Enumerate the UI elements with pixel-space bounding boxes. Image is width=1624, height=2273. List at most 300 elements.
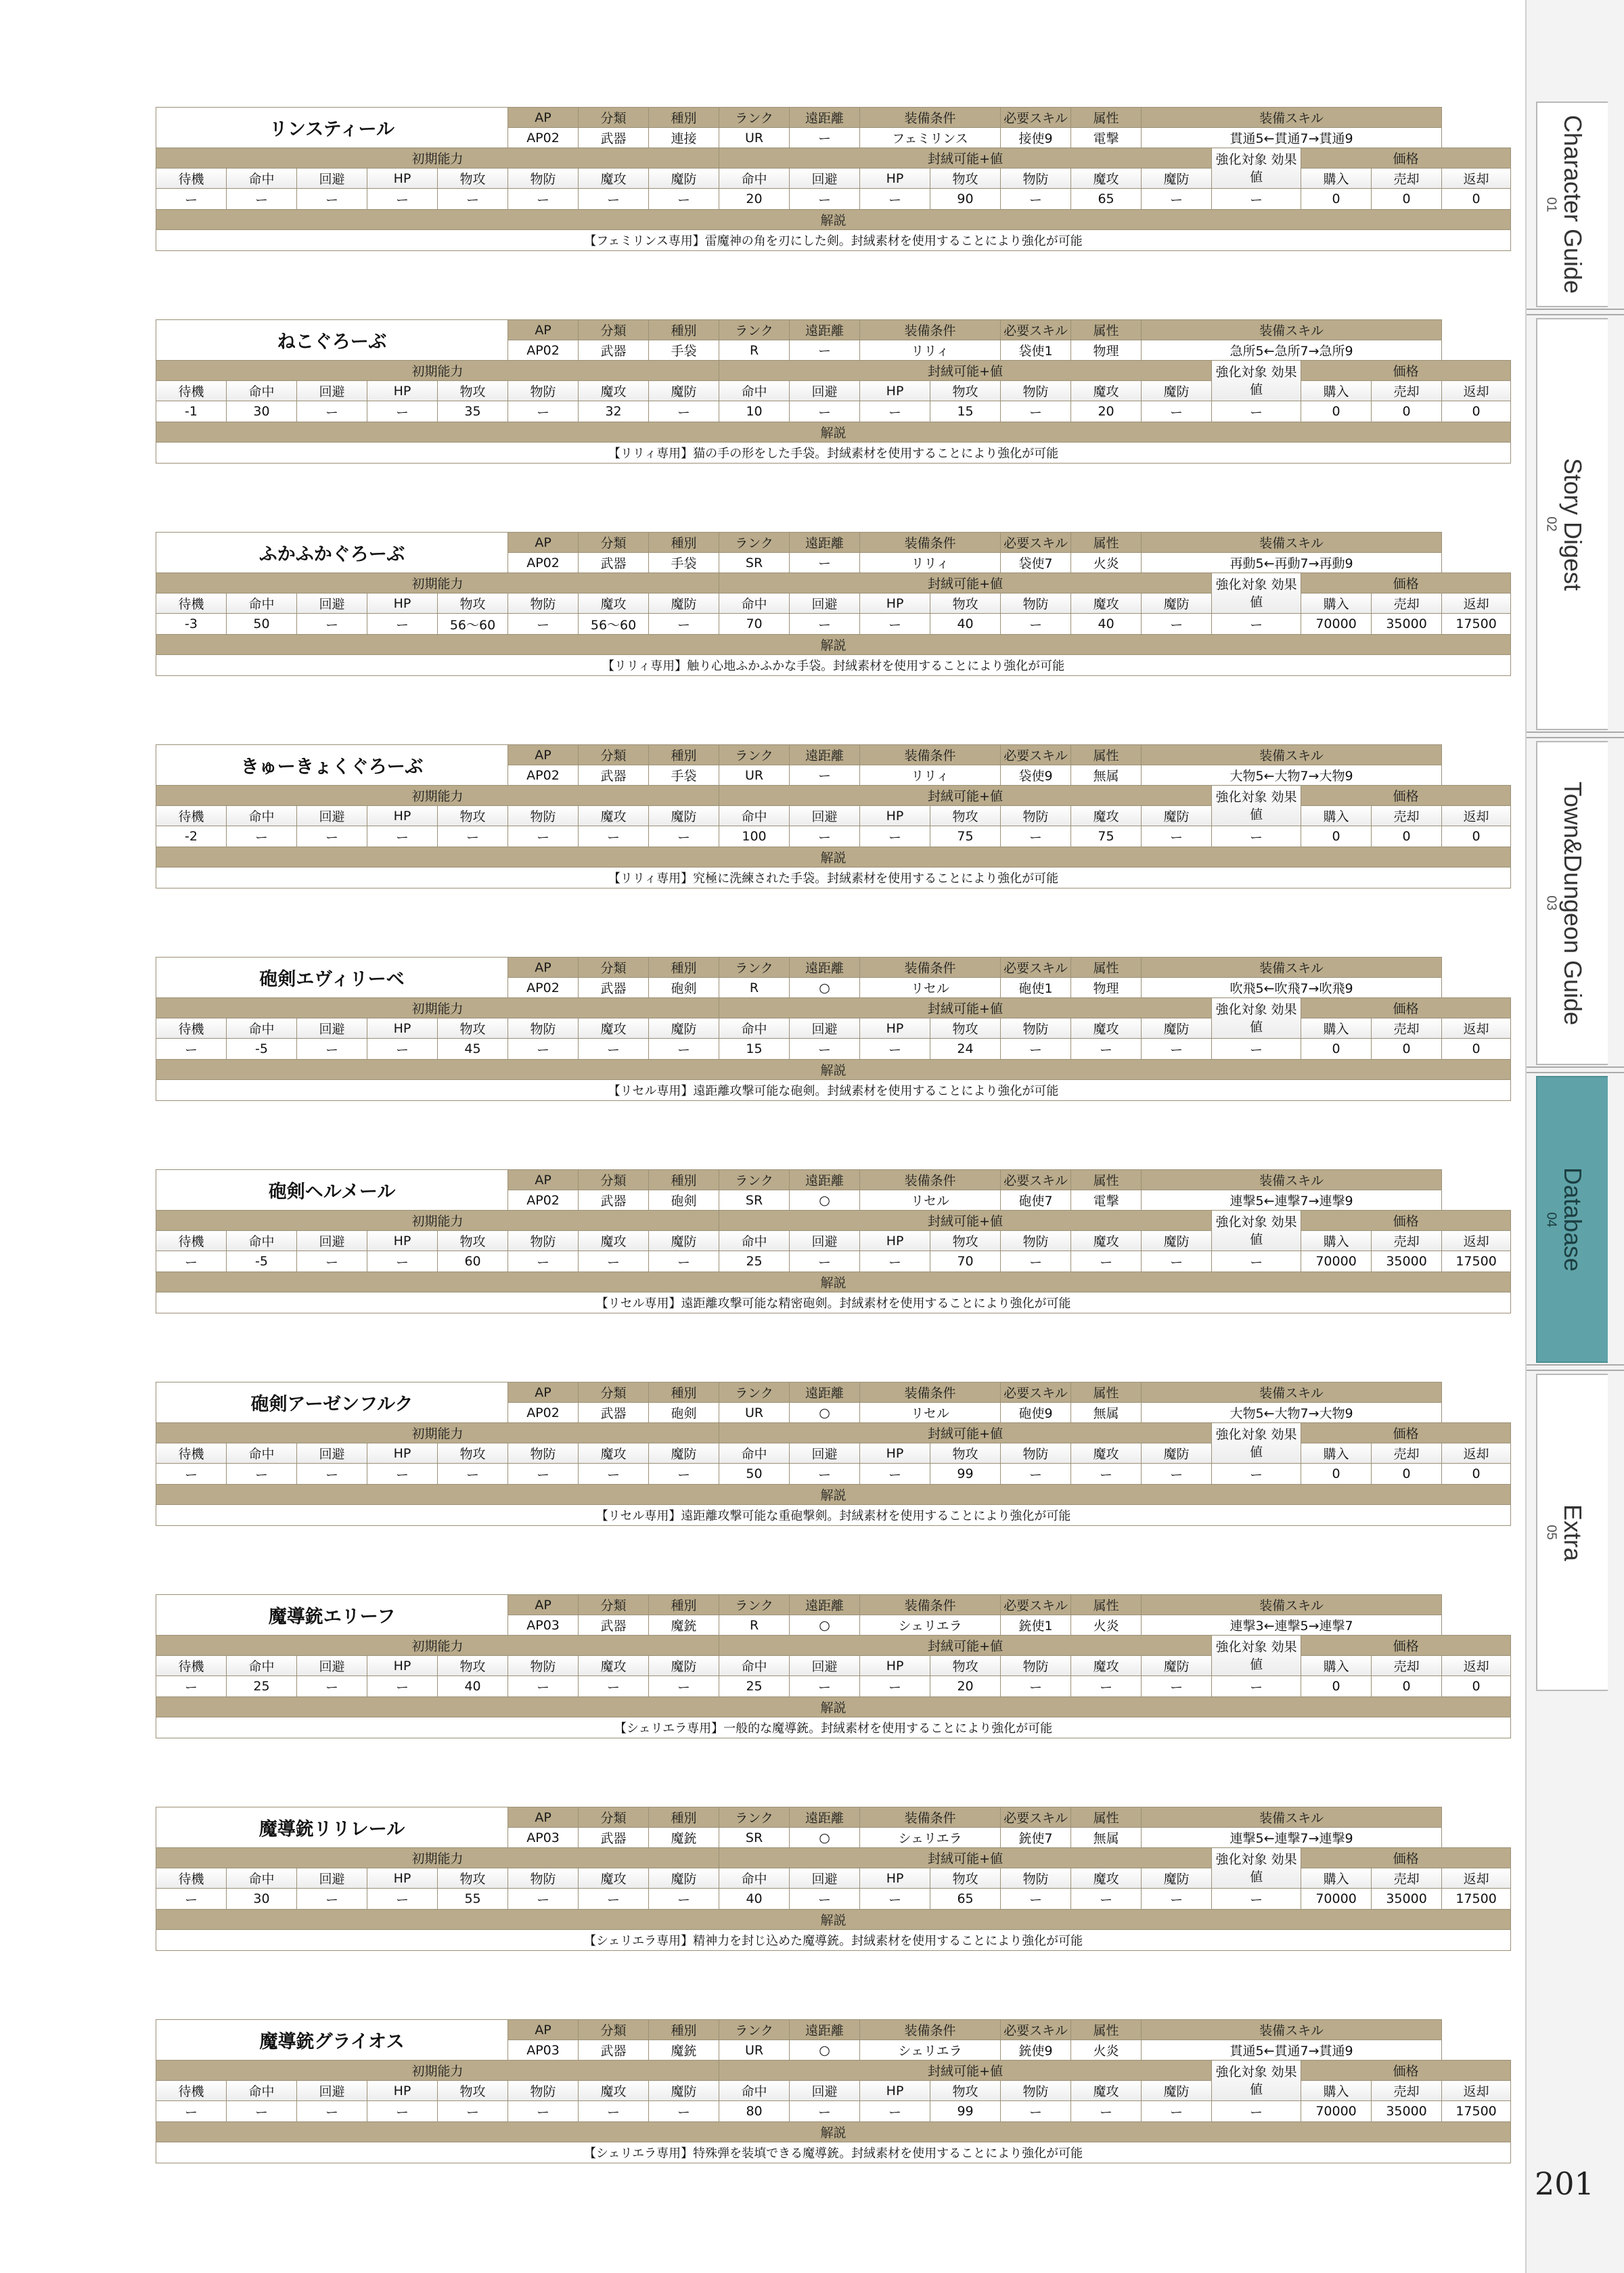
seal-stat-label: 物攻 — [930, 806, 1001, 826]
initial-stat-value: ー — [579, 1889, 649, 1910]
range-header: 遠距離 — [790, 1170, 860, 1190]
ap-header: AP — [508, 958, 579, 978]
type-header: 種別 — [649, 1807, 719, 1828]
description-header: 解説 — [156, 847, 1511, 868]
category-header: 分類 — [579, 958, 649, 978]
price-label: 返却 — [1442, 168, 1511, 189]
price-label: 購入 — [1301, 1231, 1372, 1251]
equip-skill-header: 装備スキル — [1142, 533, 1442, 553]
element-header: 属性 — [1071, 1807, 1142, 1828]
initial-stat-value: ー — [649, 1676, 719, 1697]
weapon-entry — [156, 1594, 1489, 1750]
price-value: 0 — [1442, 826, 1511, 847]
seal-stat-value: ー — [1142, 614, 1212, 635]
initial-stat-label: HP — [367, 1868, 438, 1889]
chapter-label: Database — [1559, 1167, 1587, 1272]
seal-stat-label: 命中 — [719, 2081, 790, 2101]
price-label: 購入 — [1301, 1018, 1372, 1039]
rank-header: ランク — [719, 108, 790, 128]
ap-value: AP03 — [508, 1828, 579, 1848]
description-text: 【リセル専用】遠距離攻撃可能な重砲撃剣。封絨素材を使用することにより強化が可能 — [156, 1505, 1511, 1526]
ap-value: AP03 — [508, 2040, 579, 2061]
type-header: 種別 — [649, 958, 719, 978]
initial-stat-label: 待機 — [156, 1443, 227, 1464]
range-value: ○ — [790, 978, 860, 998]
initial-stat-label: HP — [367, 1231, 438, 1251]
initial-stat-label: 物攻 — [438, 2081, 508, 2101]
equip-skill-header: 装備スキル — [1142, 1807, 1442, 1828]
initial-stat-value: -5 — [227, 1251, 297, 1272]
initial-stat-value: 40 — [438, 1676, 508, 1697]
initial-stat-value: ー — [367, 2101, 438, 2122]
description-text: 【シェリエラ専用】特殊弾を装填できる魔導銃。封絨素材を使用することにより強化が可能 — [156, 2142, 1511, 2163]
rank-value: R — [719, 978, 790, 998]
chapter-tab-2[interactable] — [1536, 318, 1608, 730]
seal-stat-value: 15 — [930, 401, 1001, 422]
initial-stat-label: 回避 — [297, 2081, 367, 2101]
condition-header: 装備条件 — [860, 2020, 1001, 2040]
initial-stat-label: 命中 — [227, 381, 297, 401]
rank-header: ランク — [719, 1170, 790, 1190]
initial-stat-label: 待機 — [156, 806, 227, 826]
price-header: 価格 — [1301, 1636, 1511, 1656]
initial-stat-label: 魔防 — [649, 806, 719, 826]
boost-header: 強化対象 効果値 — [1212, 148, 1301, 189]
seal-stat-label: 命中 — [719, 593, 790, 614]
initial-stat-label: 魔防 — [649, 1443, 719, 1464]
ap-value: AP02 — [508, 765, 579, 786]
category-header: 分類 — [579, 1170, 649, 1190]
initial-stat-value: ー — [367, 189, 438, 210]
initial-stat-value: ー — [367, 1889, 438, 1910]
condition-header: 装備条件 — [860, 533, 1001, 553]
initial-stats-header: 初期能力 — [156, 361, 719, 381]
seal-stat-value: 20 — [1071, 401, 1142, 422]
boost-value: ー — [1212, 401, 1301, 422]
price-value: 0 — [1372, 1039, 1442, 1060]
seal-stat-value: 50 — [719, 1464, 790, 1485]
chapter-number — [1539, 742, 1563, 1064]
seal-stat-value: ー — [1001, 826, 1071, 847]
initial-stat-label: 待機 — [156, 381, 227, 401]
seal-stat-value: ー — [1001, 189, 1071, 210]
initial-stat-value: ー — [227, 2101, 297, 2122]
range-header: 遠距離 — [790, 958, 860, 978]
price-value: 35000 — [1372, 1889, 1442, 1910]
initial-stat-value: -5 — [227, 1039, 297, 1060]
initial-stat-label: HP — [367, 1018, 438, 1039]
skill-req-value: 砲使7 — [1001, 1190, 1071, 1211]
weapon-entry — [156, 1807, 1497, 1962]
rank-header: ランク — [719, 1807, 790, 1828]
equip-skill-header: 装備スキル — [1142, 1595, 1442, 1615]
price-label: 購入 — [1301, 381, 1372, 401]
rank-header: ランク — [719, 1382, 790, 1403]
seal-stat-label: 物防 — [1001, 168, 1071, 189]
price-value: 0 — [1301, 1676, 1372, 1697]
skill-req-value: 袋使7 — [1001, 553, 1071, 573]
range-value: ○ — [790, 1403, 860, 1423]
skill-req-header: 必要スキル — [1001, 745, 1071, 765]
boost-header: 強化対象 効果値 — [1212, 1211, 1301, 1251]
seal-stat-value: 90 — [930, 189, 1001, 210]
price-label: 売却 — [1372, 1231, 1442, 1251]
weapon-table — [156, 957, 1511, 1101]
weapon-table — [156, 2019, 1511, 2163]
equip-skill-value: 連撃3←連撃5→連撃7 — [1142, 1615, 1442, 1636]
weapon-name: 砲剣アーゼンフルク — [156, 1382, 508, 1423]
initial-stat-label: 回避 — [297, 168, 367, 189]
ap-header: AP — [508, 108, 579, 128]
initial-stat-value: ー — [227, 1464, 297, 1485]
seal-stats-header: 封絨可能+値 — [719, 1211, 1212, 1231]
type-value: 魔銃 — [649, 1615, 719, 1636]
description-text: 【リリィ専用】触り心地ふかふかな手袋。封絨素材を使用することにより強化が可能 — [156, 655, 1511, 676]
boost-header: 強化対象 効果値 — [1212, 1848, 1301, 1889]
condition-value: シェリエラ — [860, 2040, 1001, 2061]
range-header: 遠距離 — [790, 1382, 860, 1403]
seal-stat-value: 65 — [930, 1889, 1001, 1910]
skill-req-value: 砲使9 — [1001, 1403, 1071, 1423]
seal-stat-label: 魔防 — [1142, 1231, 1212, 1251]
price-header: 価格 — [1301, 573, 1511, 593]
initial-stat-label: 魔防 — [649, 1868, 719, 1889]
condition-header: 装備条件 — [860, 1170, 1001, 1190]
seal-stat-label: HP — [860, 593, 930, 614]
chapter-label: Character Guide — [1559, 114, 1587, 294]
rank-value: R — [719, 340, 790, 361]
skill-req-header: 必要スキル — [1001, 1807, 1071, 1828]
element-value: 火炎 — [1071, 2040, 1142, 2061]
initial-stat-label: HP — [367, 1443, 438, 1464]
weapon-table — [156, 532, 1511, 676]
price-label: 返却 — [1442, 806, 1511, 826]
boost-header: 強化対象 効果値 — [1212, 2061, 1301, 2101]
element-header: 属性 — [1071, 1595, 1142, 1615]
price-value: 0 — [1442, 1676, 1511, 1697]
initial-stat-value: ー — [156, 189, 227, 210]
initial-stat-value: ー — [438, 826, 508, 847]
seal-stats-header: 封絨可能+値 — [719, 573, 1212, 593]
price-label: 売却 — [1372, 1443, 1442, 1464]
initial-stat-value: ー — [508, 2101, 579, 2122]
skill-req-header: 必要スキル — [1001, 320, 1071, 340]
description-header: 解説 — [156, 1485, 1511, 1505]
ap-header: AP — [508, 745, 579, 765]
chapter-number-text: 04 — [1543, 1211, 1559, 1228]
skill-req-value: 接使9 — [1001, 128, 1071, 148]
range-header: 遠距離 — [790, 745, 860, 765]
chapter-tab-5[interactable] — [1536, 1374, 1608, 1691]
initial-stat-value: ー — [649, 2101, 719, 2122]
initial-stat-value: ー — [367, 401, 438, 422]
seal-stat-label: 魔防 — [1142, 2081, 1212, 2101]
equip-skill-value: 連撃5←連撃7→連撃9 — [1142, 1190, 1442, 1211]
price-value: 35000 — [1372, 614, 1442, 635]
initial-stat-label: 魔防 — [649, 1656, 719, 1676]
element-value: 無属 — [1071, 1828, 1142, 1848]
seal-stat-label: 回避 — [790, 1656, 860, 1676]
seal-stat-value: ー — [790, 1676, 860, 1697]
description-header: 解説 — [156, 1272, 1511, 1292]
initial-stat-label: 命中 — [227, 2081, 297, 2101]
seal-stat-value: 40 — [1071, 614, 1142, 635]
initial-stat-value: ー — [156, 2101, 227, 2122]
seal-stat-value: 15 — [719, 1039, 790, 1060]
chapter-tab-4[interactable] — [1536, 1076, 1608, 1363]
initial-stat-label: 魔攻 — [579, 1656, 649, 1676]
initial-stat-label: 魔防 — [649, 1231, 719, 1251]
element-value: 無属 — [1071, 1403, 1142, 1423]
initial-stat-value: ー — [649, 826, 719, 847]
equip-skill-value: 貫通5←貫通7→貫通9 — [1142, 2040, 1442, 2061]
seal-stat-label: 物攻 — [930, 1868, 1001, 1889]
seal-stat-value: ー — [1001, 1676, 1071, 1697]
price-value: 0 — [1372, 826, 1442, 847]
initial-stat-value: ー — [156, 1464, 227, 1485]
initial-stat-label: 回避 — [297, 1443, 367, 1464]
price-value: 0 — [1442, 1039, 1511, 1060]
weapon-entry — [156, 532, 1497, 688]
initial-stat-label: HP — [367, 593, 438, 614]
element-header: 属性 — [1071, 958, 1142, 978]
price-label: 返却 — [1442, 381, 1511, 401]
seal-stat-value: ー — [860, 189, 930, 210]
seal-stat-label: 魔防 — [1142, 1656, 1212, 1676]
price-header: 価格 — [1301, 1848, 1511, 1868]
seal-stat-value: 25 — [719, 1251, 790, 1272]
seal-stat-value: ー — [790, 1039, 860, 1060]
seal-stats-header: 封絨可能+値 — [719, 148, 1212, 168]
description-header: 解説 — [156, 210, 1511, 230]
seal-stat-label: 物防 — [1001, 381, 1071, 401]
initial-stat-value: 25 — [227, 1676, 297, 1697]
chapter-tab-1[interactable] — [1536, 102, 1608, 307]
initial-stats-header: 初期能力 — [156, 1211, 719, 1231]
chapter-number-text: 05 — [1543, 1525, 1559, 1540]
seal-stat-label: 物攻 — [930, 1443, 1001, 1464]
weapon-table — [156, 319, 1511, 464]
seal-stat-value: ー — [1142, 1039, 1212, 1060]
condition-value: リセル — [860, 978, 1001, 998]
category-value: 武器 — [579, 1615, 649, 1636]
rank-header: ランク — [719, 745, 790, 765]
rank-header: ランク — [719, 1595, 790, 1615]
seal-stat-label: HP — [860, 1018, 930, 1039]
equip-skill-value: 吹飛5←吹飛7→吹飛9 — [1142, 978, 1442, 998]
tab-divider — [1527, 732, 1624, 738]
price-label: 売却 — [1372, 1868, 1442, 1889]
seal-stat-value: ー — [860, 2101, 930, 2122]
type-value: 砲剣 — [649, 1190, 719, 1211]
rank-header: ランク — [719, 533, 790, 553]
skill-req-value: 銃使7 — [1001, 1828, 1071, 1848]
tab-divider — [1527, 309, 1624, 315]
seal-stat-value: ー — [860, 1464, 930, 1485]
initial-stat-label: 回避 — [297, 1231, 367, 1251]
seal-stat-label: HP — [860, 168, 930, 189]
initial-stat-value: ー — [367, 1676, 438, 1697]
description-header: 解説 — [156, 1910, 1511, 1930]
seal-stat-label: 魔攻 — [1071, 2081, 1142, 2101]
equip-skill-header: 装備スキル — [1142, 320, 1442, 340]
category-header: 分類 — [579, 108, 649, 128]
rank-header: ランク — [719, 958, 790, 978]
seal-stat-value: 40 — [930, 614, 1001, 635]
initial-stat-value: ー — [367, 614, 438, 635]
chapter-sidebar — [1525, 0, 1624, 2273]
initial-stat-label: 待機 — [156, 1231, 227, 1251]
seal-stat-label: 回避 — [790, 1443, 860, 1464]
range-value: ー — [790, 765, 860, 786]
initial-stat-value: ー — [367, 1251, 438, 1272]
seal-stat-value: 24 — [930, 1039, 1001, 1060]
seal-stat-label: 物防 — [1001, 1656, 1071, 1676]
seal-stat-label: 命中 — [719, 1018, 790, 1039]
initial-stat-label: 待機 — [156, 168, 227, 189]
description-header: 解説 — [156, 2122, 1511, 2142]
condition-value: フェミリンス — [860, 128, 1001, 148]
seal-stat-label: HP — [860, 1656, 930, 1676]
price-value: 17500 — [1442, 1251, 1511, 1272]
seal-stat-value: 75 — [930, 826, 1001, 847]
weapon-entry — [156, 107, 1489, 263]
initial-stat-value: -1 — [156, 401, 227, 422]
initial-stat-value: ー — [297, 1889, 367, 1910]
boost-value: ー — [1212, 1251, 1301, 1272]
initial-stat-label: 物防 — [508, 1231, 579, 1251]
seal-stat-value: 20 — [930, 1676, 1001, 1697]
initial-stat-label: 魔攻 — [579, 593, 649, 614]
skill-req-value: 袋使9 — [1001, 765, 1071, 786]
initial-stat-label: 魔防 — [649, 1018, 719, 1039]
initial-stat-value: ー — [508, 401, 579, 422]
rank-value: SR — [719, 553, 790, 573]
seal-stat-label: 命中 — [719, 806, 790, 826]
equip-skill-header: 装備スキル — [1142, 2020, 1442, 2040]
initial-stat-label: 魔攻 — [579, 1443, 649, 1464]
initial-stat-label: 命中 — [227, 593, 297, 614]
type-value: 魔銃 — [649, 2040, 719, 2061]
skill-req-header: 必要スキル — [1001, 2020, 1071, 2040]
condition-header: 装備条件 — [860, 1382, 1001, 1403]
seal-stats-header: 封絨可能+値 — [719, 361, 1212, 381]
skill-req-value: 銃使1 — [1001, 1615, 1071, 1636]
category-header: 分類 — [579, 745, 649, 765]
price-value: 0 — [1442, 189, 1511, 210]
description-header: 解説 — [156, 1697, 1511, 1717]
price-value: 70000 — [1301, 2101, 1372, 2122]
weapon-name: きゅーきょくぐろーぶ — [156, 745, 508, 786]
initial-stat-value: ー — [649, 1464, 719, 1485]
equip-skill-value: 再動5←再動7→再動9 — [1142, 553, 1442, 573]
boost-value: ー — [1212, 1676, 1301, 1697]
ap-value: AP02 — [508, 978, 579, 998]
seal-stat-label: 命中 — [719, 1443, 790, 1464]
element-header: 属性 — [1071, 745, 1142, 765]
price-label: 売却 — [1372, 1656, 1442, 1676]
type-header: 種別 — [649, 1595, 719, 1615]
price-label: 返却 — [1442, 1443, 1511, 1464]
seal-stat-label: 魔攻 — [1071, 381, 1142, 401]
initial-stat-value: ー — [649, 189, 719, 210]
seal-stat-value: ー — [1001, 401, 1071, 422]
skill-req-header: 必要スキル — [1001, 533, 1071, 553]
initial-stat-label: 物攻 — [438, 1231, 508, 1251]
seal-stat-label: 魔防 — [1142, 806, 1212, 826]
chapter-label: Town&Dungeon Guide — [1559, 781, 1587, 1025]
seal-stat-value: ー — [1142, 1676, 1212, 1697]
price-value: 0 — [1372, 1464, 1442, 1485]
weapon-entry — [156, 744, 1489, 900]
seal-stat-label: 魔攻 — [1071, 1868, 1142, 1889]
ap-header: AP — [508, 2020, 579, 2040]
type-value: 魔銃 — [649, 1828, 719, 1848]
description-text: 【シェリエラ専用】一般的な魔導銃。封絨素材を使用することにより強化が可能 — [156, 1717, 1511, 1738]
seal-stat-label: 物防 — [1001, 1443, 1071, 1464]
initial-stat-label: 待機 — [156, 593, 227, 614]
condition-value: シェリエラ — [860, 1828, 1001, 1848]
initial-stats-header: 初期能力 — [156, 998, 719, 1018]
seal-stat-label: 物防 — [1001, 1018, 1071, 1039]
initial-stat-label: 魔攻 — [579, 1868, 649, 1889]
condition-header: 装備条件 — [860, 958, 1001, 978]
seal-stat-value: ー — [860, 1251, 930, 1272]
price-label: 売却 — [1372, 593, 1442, 614]
category-header: 分類 — [579, 1595, 649, 1615]
initial-stat-value: 60 — [438, 1251, 508, 1272]
skill-req-value: 袋使1 — [1001, 340, 1071, 361]
skill-req-header: 必要スキル — [1001, 958, 1071, 978]
seal-stat-value: 99 — [930, 1464, 1001, 1485]
seal-stat-value: 25 — [719, 1676, 790, 1697]
price-label: 返却 — [1442, 1656, 1511, 1676]
seal-stat-label: 命中 — [719, 381, 790, 401]
element-value: 物理 — [1071, 978, 1142, 998]
seal-stat-label: HP — [860, 1868, 930, 1889]
rank-header: ランク — [719, 2020, 790, 2040]
seal-stat-value: 70 — [930, 1251, 1001, 1272]
category-header: 分類 — [579, 1807, 649, 1828]
weapon-table — [156, 744, 1511, 888]
chapter-tab-3[interactable] — [1536, 741, 1608, 1065]
skill-req-header: 必要スキル — [1001, 1595, 1071, 1615]
weapon-entry-list — [156, 107, 1497, 2232]
tab-divider — [1527, 1066, 1624, 1073]
skill-req-header: 必要スキル — [1001, 108, 1071, 128]
price-value: 35000 — [1372, 2101, 1442, 2122]
weapon-name: 魔導銃グライオス — [156, 2020, 508, 2061]
initial-stat-label: HP — [367, 2081, 438, 2101]
initial-stat-label: 待機 — [156, 2081, 227, 2101]
initial-stat-value: 50 — [227, 614, 297, 635]
seal-stat-value: ー — [1071, 1039, 1142, 1060]
boost-value: ー — [1212, 2101, 1301, 2122]
seal-stat-value: ー — [790, 1464, 860, 1485]
initial-stat-label: 命中 — [227, 1868, 297, 1889]
seal-stat-label: 回避 — [790, 168, 860, 189]
initial-stat-label: 魔防 — [649, 2081, 719, 2101]
chapter-number-text: 03 — [1543, 895, 1559, 911]
skill-req-value: 銃使9 — [1001, 2040, 1071, 2061]
seal-stat-value: ー — [790, 1251, 860, 1272]
initial-stat-label: 魔攻 — [579, 168, 649, 189]
seal-stat-value: ー — [860, 1676, 930, 1697]
boost-value: ー — [1212, 1889, 1301, 1910]
seal-stat-label: HP — [860, 2081, 930, 2101]
condition-value: リセル — [860, 1190, 1001, 1211]
seal-stats-header: 封絨可能+値 — [719, 1423, 1212, 1443]
